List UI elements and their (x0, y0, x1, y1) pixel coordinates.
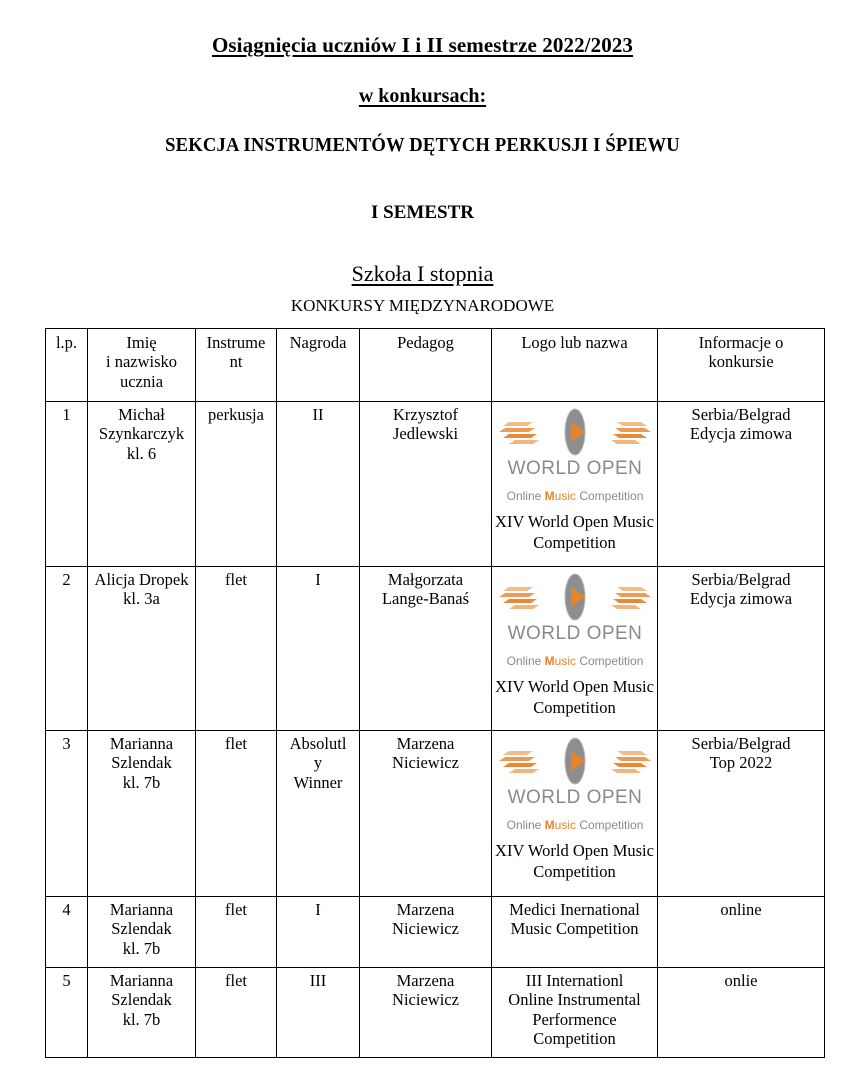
cell-info: Serbia/Belgrad Edycja zimowa (658, 567, 825, 731)
logo-tagline: Online Music Competition (506, 654, 643, 668)
logo-wordmark: WORLD OPEN (507, 787, 642, 808)
cell-logo (492, 968, 658, 1058)
cell-student-name: Marianna Szlendak kl. 7b (88, 731, 196, 897)
column-header-instrument: Instrume nt (196, 329, 277, 402)
results-table (45, 328, 825, 1058)
table-header-row (46, 329, 825, 402)
logo-caption-line: XIV World Open Music (495, 841, 654, 860)
column-header-info: Informacje o konkursie (658, 329, 825, 402)
document-header (0, 0, 845, 316)
logo-chevron-lines-left (499, 422, 539, 444)
world-open-music-competition-logo (497, 737, 653, 837)
cell-lp: 5 (46, 968, 88, 1058)
logo-caption-line: Competition (533, 862, 616, 882)
logo-caption-line: XIV World Open Music (495, 512, 654, 531)
logo-caption-line: Competition (533, 1029, 616, 1049)
cell-lp: 1 (46, 402, 88, 567)
results-table-container (45, 328, 825, 1058)
cell-student-name: Marianna Szlendak kl. 7b (88, 897, 196, 968)
table-row (46, 567, 825, 731)
cell-teacher: Marzena Niciewicz (360, 897, 492, 968)
school-heading: Szkoła I stopnia (351, 260, 494, 286)
cell-teacher: Marzena Niciewicz (360, 731, 492, 897)
table-row (46, 968, 825, 1058)
logo-tagline: Online Music Competition (506, 818, 643, 832)
logo-caption-line: Online Instrumental (508, 990, 641, 1010)
logo-chevron-lines-left (499, 751, 539, 773)
world-open-music-competition-logo (497, 408, 653, 508)
column-header-logo: Logo lub nazwa (492, 329, 658, 402)
cell-award: I (277, 897, 360, 968)
logo-caption-line: Competition (533, 698, 616, 718)
logo-chevron-lines-right (611, 587, 651, 609)
logo-chevron-lines-right (611, 422, 651, 444)
cell-logo (492, 731, 658, 897)
cell-logo (492, 402, 658, 567)
logo-caption-line: Music Competition (510, 919, 639, 939)
cell-info: Serbia/Belgrad Top 2022 (658, 731, 825, 897)
column-header-name: Imię i nazwisko ucznia (88, 329, 196, 402)
column-header-award: Nagroda (277, 329, 360, 402)
logo-caption-line: XIV World Open Music (495, 677, 654, 696)
column-header-teacher: Pedagog (360, 329, 492, 402)
logo-wordmark: WORLD OPEN (507, 623, 642, 644)
cell-lp: 4 (46, 897, 88, 968)
cell-student-name: Alicja Dropek kl. 3a (88, 567, 196, 731)
cell-award: II (277, 402, 360, 567)
cell-student-name: Michał Szynkarczyk kl. 6 (88, 402, 196, 567)
world-open-music-competition-logo (497, 573, 653, 673)
cell-instrument: flet (196, 731, 277, 897)
cell-logo (492, 897, 658, 968)
cell-info: onlie (658, 968, 825, 1058)
cell-info: online (658, 897, 825, 968)
logo-wordmark: WORLD OPEN (507, 458, 642, 479)
cell-instrument: flet (196, 968, 277, 1058)
logo-chevron-lines-right (611, 751, 651, 773)
semester-heading: I SEMESTR (371, 202, 474, 224)
logo-caption-line: Medici Inernational (509, 900, 640, 919)
cell-logo (492, 567, 658, 731)
cell-award: Absolutl y Winner (277, 731, 360, 897)
logo-caption-line: Performence (532, 1009, 617, 1029)
logo-chevron-lines-left (499, 587, 539, 609)
cell-award: III (277, 968, 360, 1058)
cell-instrument: flet (196, 897, 277, 968)
results-table-body (46, 402, 825, 1058)
column-header-lp: l.p. (46, 329, 88, 402)
table-row (46, 731, 825, 897)
section-heading: SEKCJA INSTRUMENTÓW DĘTYCH PERKUSJI I ŚPIEWU (165, 134, 680, 157)
logo-tagline: Online Music Competition (506, 489, 643, 503)
cell-teacher: Krzysztof Jedlewski (360, 402, 492, 567)
page-title: Osiągnięcia uczniów I i II semestrze 2022/2023 (211, 33, 634, 57)
table-row (46, 402, 825, 567)
cell-instrument: flet (196, 567, 277, 731)
logo-caption-line: III Internationl (525, 971, 624, 990)
table-row (46, 897, 825, 968)
cell-teacher: Małgorzata Lange-Banaś (360, 567, 492, 731)
cell-lp: 3 (46, 731, 88, 897)
page-subtitle: w konkursach: (358, 85, 487, 108)
cell-lp: 2 (46, 567, 88, 731)
cell-teacher: Marzena Niciewicz (360, 968, 492, 1058)
logo-caption-line: Competition (533, 533, 616, 553)
cell-award: I (277, 567, 360, 731)
competition-type-heading: KONKURSY MIĘDZYNARODOWE (290, 296, 555, 316)
cell-student-name: Marianna Szlendak kl. 7b (88, 968, 196, 1058)
cell-instrument: perkusja (196, 402, 277, 567)
cell-info: Serbia/Belgrad Edycja zimowa (658, 402, 825, 567)
